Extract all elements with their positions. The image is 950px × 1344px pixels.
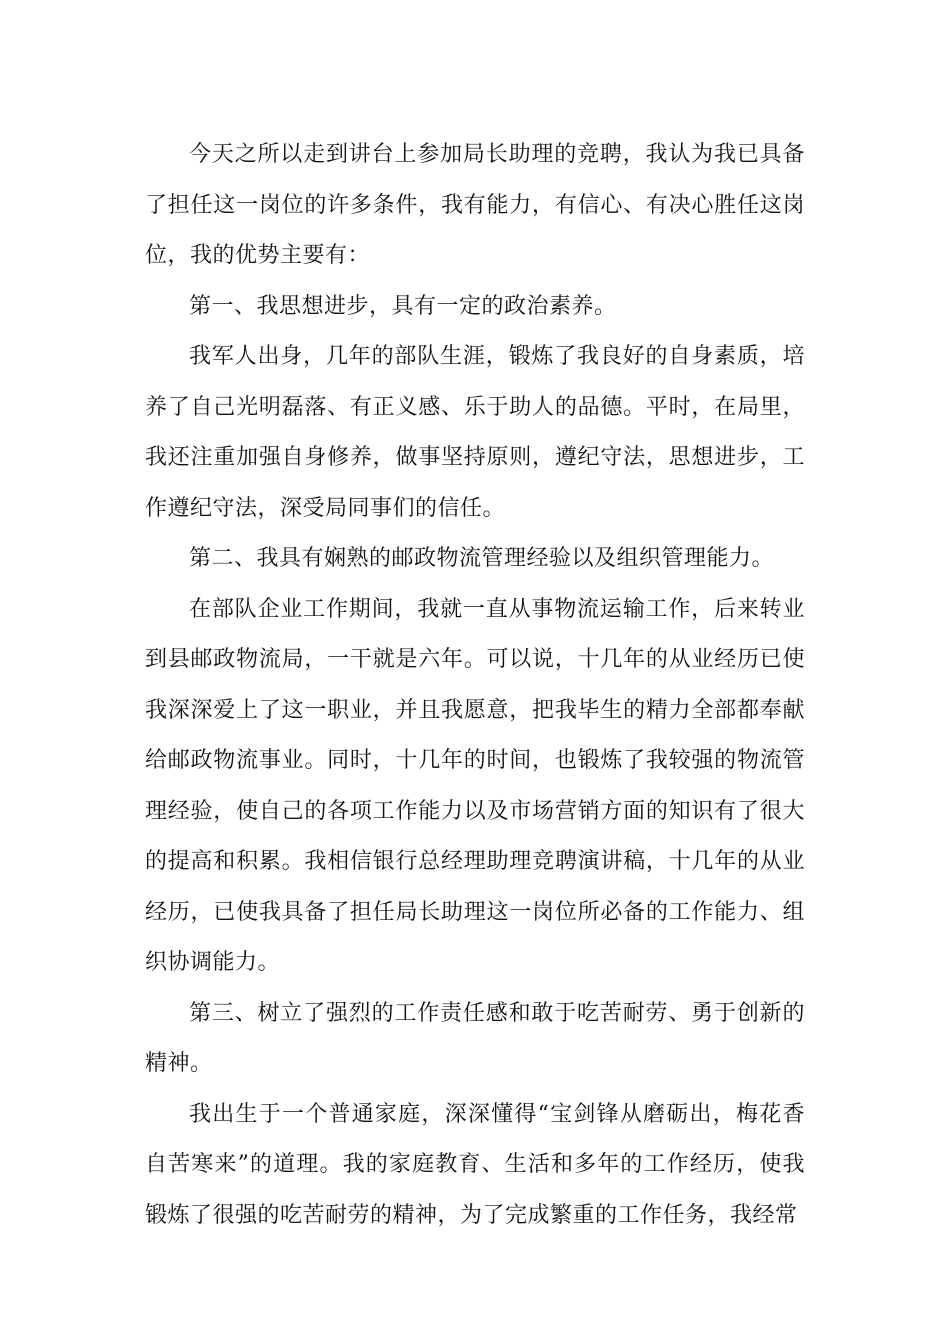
paragraph-point-one-body: 我军人出身，几年的部队生涯，锻炼了我良好的自身素质，培养了自己光明磊落、有正义感、乐于助人的品德。平时，在局里，我还注重加强自身修养，做事坚持原则，遵纪守法，思想进步，工作遵纪守法，深受局同事们的信任。 — [145, 344, 805, 521]
document-body — [145, 130, 805, 1241]
paragraph-point-three-heading: 第三、树立了强烈的工作责任感和敢于吃苦耐劳、勇于创新的精神。 — [145, 1000, 805, 1076]
paragraph-point-two-body: 在部队企业工作期间，我就一直从事物流运输工作，后来转业到县邮政物流局，一干就是六年。可以说，十几年的从业经历已使我深深爱上了这一职业，并且我愿意，把我毕生的精力全部都奉献给邮政物流事业。同时，十几年的时间，也锻炼了我较强的物流管理经验，使自己的各项工作能力以及市场营销方面的知识有了很大的提高和积累。我相信银行总经理助理竞聘演讲稿，十几年的从业经历，已使我具备了担任局长助理这一岗位所必备的工作能力、组织协调能力。 — [145, 596, 805, 975]
paragraph-intro: 今天之所以走到讲台上参加局长助理的竞聘，我认为我已具备了担任这一岗位的许多条件，我有能力，有信心、有决心胜任这岗位，我的优势主要有： — [145, 142, 805, 268]
paragraph-point-two-heading: 第二、我具有娴熟的邮政物流管理经验以及组织管理能力。 — [189, 546, 775, 571]
paragraph-point-one-heading: 第一、我思想进步，具有一定的政治素养。 — [189, 293, 617, 319]
paragraph-point-three-body: 我出生于一个普通家庭，深深懂得“宝剑锋从磨砺出，梅花香自苦寒来”的道理。我的家庭教育、生活和多年的工作经历，使我锻炼了很强的吃苦耐劳的精神，为了完成繁重的工作任务，我经常 — [145, 1101, 805, 1228]
